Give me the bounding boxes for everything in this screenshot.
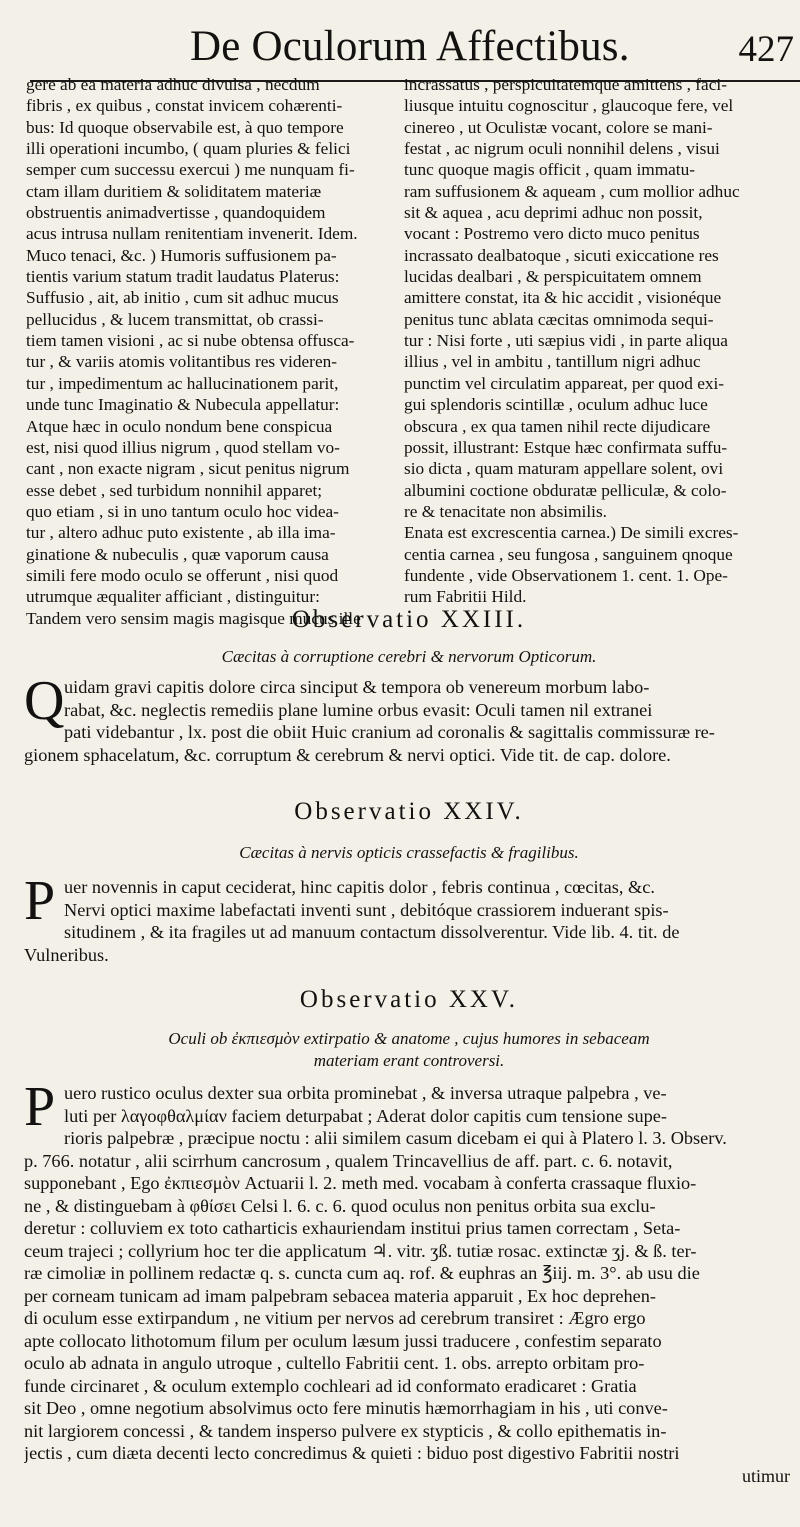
observation-body <box>24 670 794 766</box>
body-line: uidam gravi capitis dolore circa sinciput & tempora ob venereum morbum labo- <box>64 677 650 697</box>
text-line: ne , & distinguebam à φθίσει Celsi l. 6. c. 6. quod oculus non penitus orbita sua exclu- <box>24 1195 656 1216</box>
text-line: possit, illustrant: Estque hæc confirmata suffu- <box>404 437 728 457</box>
text-line: rioris palpebræ , præcipue noctu : alii similem casum dicebam ei qui à Platero l. 3. Observ. <box>64 1128 727 1148</box>
catchword: utimur <box>742 1465 790 1486</box>
text-line: quo etiam , si in uno tantum oculo hoc videa- <box>26 501 339 521</box>
text-line: festat , ac nigrum oculi nonnihil delens , visui <box>404 139 720 159</box>
text-line: centia carnea , seu fungosa , sanguinem qnoque <box>404 544 733 564</box>
body-line: Vulneribus. <box>24 944 109 965</box>
text-line: tunc quoque magis officit , quam immatu- <box>404 160 696 180</box>
drop-cap: P <box>24 870 56 932</box>
body-line: situdinem , & ita fragiles ut ad manuum contactum dissolverentur. Vide lib. 4. tit. de <box>64 922 680 942</box>
body-line: uer novennis in caput ceciderat, hinc capitis dolor , febris continua , cœcitas, &c. <box>64 877 655 897</box>
text-line: lucidas dealbari , & perspicuitatem omnem <box>404 267 702 287</box>
observation-heading: Observatio XXV. <box>299 986 519 1013</box>
text-line: illius , vel in ambitu , tantillum nigri adhuc <box>404 352 701 372</box>
text-line: funde circinaret , & oculum extemplo cochleari ad id conformato eradicaret : Gratia <box>24 1375 637 1396</box>
right-column <box>404 74 800 608</box>
text-line: p. 766. notatur , alii scirrhum cancrosum , qualem Trincavellius de aff. part. c. 6. notavit, <box>24 1150 673 1171</box>
text-line: re & tenacitate non absimilis. <box>404 501 607 521</box>
text-line: liusque intuitu cognoscitur , glaucoque fere, vel <box>404 96 734 116</box>
text-line: bus: Id quoque observabile est, à quo tempore <box>26 117 344 137</box>
text-line: ctam illam duritiem & soliditatem materiæ <box>26 181 322 201</box>
left-column <box>26 74 388 629</box>
text-line: punctim vel circulatim appareat, per quod exi- <box>404 373 725 393</box>
text-line: rum Fabritii Hild. <box>404 587 527 607</box>
text-line: tur , altero adhuc puto existente , ab illa ima- <box>26 523 336 543</box>
text-line: penitus tunc ablata cæcitas omnimoda sequi- <box>404 309 714 329</box>
text-line: incrassatus , perspicuitatemque amittens , faci- <box>404 75 727 94</box>
observation-23 <box>24 604 794 766</box>
text-line: obscura , ex qua tamen nihil recte dijudicare <box>404 416 711 436</box>
text-line: apte collocato lithotomum filum per oculum læsum jussi traducere , confestim separato <box>24 1330 662 1351</box>
text-line: cant , non exacte nigram , sicut penitus nigrum <box>26 459 350 479</box>
text-line: deretur : colluviem ex toto catharticis exhauriendam institui prius tamen correctam , Seta- <box>24 1218 681 1238</box>
body-line: Nervi optici maxime labefactati inventi sunt , debitóque crassiorem induerant spis- <box>64 899 669 920</box>
observation-25 <box>24 984 794 1487</box>
text-line: obstruentis animadvertisse , quandoquidem <box>26 203 326 223</box>
text-line: unde tunc Imaginatio & Nubecula appellatur: <box>26 395 340 415</box>
text-line: esse debet , sed turbidum nonnihil apparet; <box>26 480 323 500</box>
text-line: gere ab ea materia adhuc divulsa , necdum <box>26 75 320 94</box>
running-title: De Oculorum Affectibus. <box>190 23 630 70</box>
text-line: fundente , vide Observationem 1. cent. 1. Ope- <box>404 565 728 585</box>
text-line: Muco tenaci, &c. ) Humoris suffusionem pa- <box>26 245 337 265</box>
text-line: acus intrusa nullam renitentiam invenerit. Idem. <box>26 224 358 244</box>
body-line: pati videbantur , lx. post die obiit Huic cranium ad coronalis & sagittalis commissuræ re- <box>64 722 715 742</box>
text-line: est, nisi quod illius nigrum , quod stellam vo- <box>26 437 340 457</box>
body-line: rabat, &c. neglectis remediis plane lumine orbus evasit: Oculi tamen nil extranei <box>64 699 653 720</box>
text-line: supponebant , Ego ἐκπιεσμὸν Actuarii l. 2. meth med. vocabam à conferta crassaque fluxio- <box>24 1173 697 1193</box>
text-line: ceum trajeci ; collyrium hoc ter die applicatum ♃. vitr. ʒß. tutiæ rosac. extinctæ ʒj. & ß. ter- <box>24 1240 697 1261</box>
text-line: ræ cimoliæ in pollinem redactæ q. s. cuncta cum aq. rof. & euphras an ℥iij. m. 3°. ab usu die <box>24 1263 700 1283</box>
observation-heading: Observatio XXIV. <box>294 798 524 825</box>
observation-body <box>24 1076 794 1465</box>
text-line: tur , impedimentum ac hallucinationem parit, <box>26 373 339 393</box>
observation-body <box>24 870 794 966</box>
text-line: Atque hæc in oculo nondum bene conspicua <box>26 416 333 436</box>
text-line: tur : Nisi forte , uti sæpius vidi , in parte aliqua <box>404 331 728 351</box>
observation-subtitle: materiam erant controversi. <box>313 1051 505 1070</box>
text-line: jectis , cum diæta decenti lecto concredimus & quieti : biduo post digestivo Fabritii nostri <box>24 1443 680 1463</box>
text-line: sio dicta , quam maturam appellare solent, ovi <box>404 459 724 479</box>
drop-cap: P <box>24 1076 56 1138</box>
text-line: illi operationi incumbo, ( quam pluries & felici <box>26 139 351 159</box>
text-line: sit & aquea , acu deprimi adhuc non possit, <box>404 203 703 223</box>
drop-cap: Q <box>24 670 65 732</box>
body-line: gionem sphacelatum, &c. corruptum & cerebrum & nervi optici. Vide tit. de cap. dolore. <box>24 744 671 765</box>
text-line: ram suffusionem & aqueam , cum mollior adhuc <box>404 181 740 201</box>
text-line: simili fere modo oculo se offerunt , nisi quod <box>26 565 339 585</box>
text-line: fibris , ex quibus , constat invicem cohærenti- <box>26 96 343 116</box>
text-line: incrassato dealbatoque , sicuti exiccatione res <box>404 245 719 265</box>
text-line: Enata est excrescentia carnea.) De simili excres- <box>404 523 739 543</box>
text-line: tientis varium statum tradit laudatus Platerus: <box>26 267 340 287</box>
text-line: di oculum esse extirpandum , ne vitium per nervos ad cerebrum transiret : Ægro ergo <box>24 1308 646 1328</box>
text-line: pellucidus , & lucem transmittat, ob crassi- <box>26 309 324 329</box>
text-line: Tandem vero sensim magis magisque mucus ille <box>26 608 361 628</box>
text-line: ginatione & nubeculis , quæ vaporum causa <box>26 544 329 564</box>
text-line: sit Deo , omne negotium absolvimus octo fere minutis hæmorrhagiam in his , uti conve- <box>24 1398 668 1418</box>
text-line: nit largiorem concessi , & tandem insperso pulvere ex stypticis , & collo epithematis in- <box>24 1420 667 1441</box>
text-line: albumini coctione obduratæ pelliculæ, & colo- <box>404 480 727 500</box>
text-line: semper cum successu exercui ) me nunquam fi- <box>26 160 355 180</box>
observation-subtitle: Cæcitas à nervis opticis crassefactis & fragilibus. <box>239 843 579 862</box>
text-line: gui splendoris scintillæ , oculum adhuc luce <box>404 395 708 415</box>
text-line: Suffusio , ait, ab initio , cum sit adhuc mucus <box>26 288 339 308</box>
page-number: 427 <box>738 29 794 70</box>
text-line: tiem tamen visioni , ac si nube obtensa offusca- <box>26 331 355 351</box>
text-line: oculo ab adnata in angulo utroque , cultello Fabritii cent. 1. obs. arrepto orbitam pro- <box>24 1353 645 1373</box>
text-line: luti per λαγοφθαλμίαν faciem deturpabat ; Aderat dolor capitis cum tensione supe- <box>64 1105 667 1126</box>
observation-24 <box>24 796 794 966</box>
text-line: uero rustico oculus dexter sua orbita prominebat , & inversa utraque palpebra , ve- <box>64 1083 667 1103</box>
observation-heading: Observatio XXIII. <box>291 606 527 633</box>
observation-subtitle: Oculi ob ἐκπιεσμὸν extirpatio & anatome , cujus humores in sebaceam <box>168 1029 650 1048</box>
text-line: per corneam tunicam ad imam palpebram sebacea materia apparuit , Ex hoc deprehen- <box>24 1285 656 1306</box>
text-line: amittere constat, ita & hic accidit , visionéque <box>404 288 722 308</box>
text-line: vocant : Postremo vero dicto muco penitus <box>404 224 700 244</box>
text-line: tur , & variis atomis volitantibus res videren- <box>26 352 338 372</box>
text-line: utrumque æqualiter afficiant , distinguitur: <box>26 587 320 607</box>
page-header <box>0 14 800 74</box>
text-line: cinereo , ut Oculistæ vocant, colore se mani- <box>404 117 713 137</box>
observation-subtitle: Cæcitas à corruptione cerebri & nervorum Opticorum. <box>221 647 597 666</box>
